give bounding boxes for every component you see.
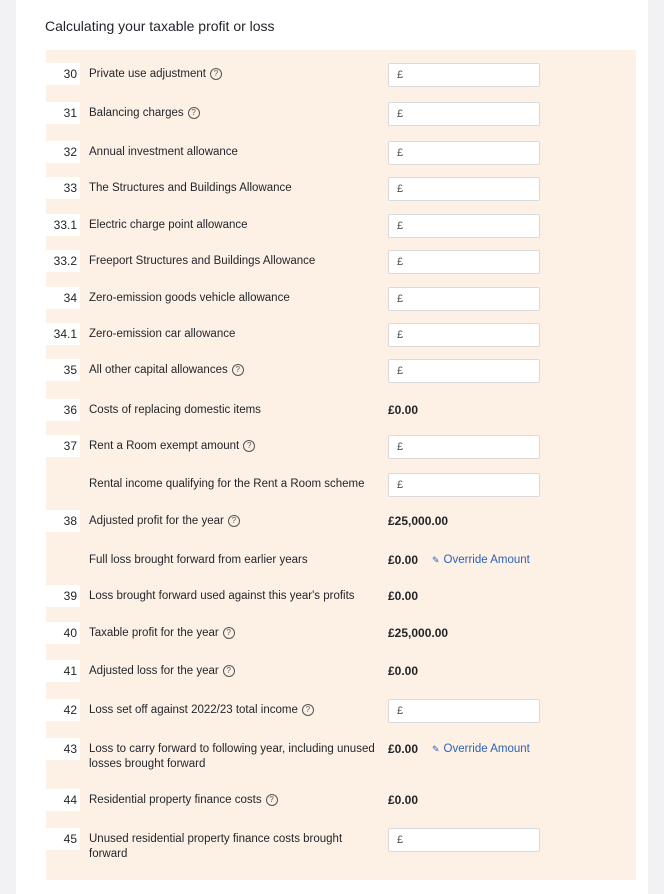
row-label: [89, 664, 379, 679]
override-amount-label: Override Amount: [443, 554, 530, 566]
computed-value: £0.00: [388, 664, 419, 678]
pencil-icon: ✎: [432, 555, 440, 565]
help-icon[interactable]: ?: [228, 515, 240, 527]
row-label-text: Rental income qualifying for the Rent a Room scheme: [89, 478, 365, 490]
form-panel: [46, 50, 636, 880]
row-label-text: All other capital allowances: [89, 364, 228, 376]
row-label-text: Adjusted loss for the year: [89, 665, 219, 677]
form-row: [46, 63, 636, 93]
help-icon[interactable]: ?: [188, 107, 200, 119]
row-label-text: Annual investment allowance: [89, 146, 238, 158]
amount-input[interactable]: [388, 473, 540, 497]
pencil-icon: ✎: [432, 744, 440, 754]
row-label-text: Residential property finance costs: [89, 794, 262, 806]
line-number: 31: [46, 102, 80, 124]
row-label: [89, 363, 379, 378]
line-number: 40: [46, 622, 80, 644]
form-row: [46, 287, 636, 317]
row-label-text: Loss set off against 2022/23 total income: [89, 704, 298, 716]
form-row: [46, 549, 636, 579]
amount-input[interactable]: [388, 102, 540, 126]
form-row: [46, 510, 636, 540]
row-label: [89, 477, 379, 492]
row-label-text: Full loss brought forward from earlier years: [89, 554, 308, 566]
row-label-text: Freeport Structures and Buildings Allowance: [89, 255, 316, 267]
computed-value: £0.00: [388, 742, 419, 756]
row-label: [89, 218, 379, 233]
line-number: 41: [46, 660, 80, 682]
amount-input[interactable]: [388, 287, 540, 311]
override-amount-link[interactable]: [432, 742, 530, 757]
line-number: 38: [46, 510, 80, 532]
row-label-text: Zero-emission car allowance: [89, 328, 236, 340]
currency-symbol: £: [397, 329, 404, 341]
currency-symbol: £: [397, 293, 404, 305]
help-icon[interactable]: ?: [223, 627, 235, 639]
row-label-text: Costs of replacing domestic items: [89, 404, 261, 416]
computed-value: £0.00: [388, 553, 419, 567]
currency-symbol: £: [397, 479, 404, 491]
line-number: 42: [46, 699, 80, 721]
row-label-text: Zero-emission goods vehicle allowance: [89, 292, 290, 304]
help-icon[interactable]: ?: [243, 440, 255, 452]
row-label: [89, 327, 379, 342]
form-row: [46, 622, 636, 652]
form-row: [46, 699, 636, 729]
row-label: [89, 67, 379, 82]
currency-symbol: £: [397, 69, 404, 81]
form-row: [46, 435, 636, 465]
currency-symbol: £: [397, 365, 404, 377]
line-number: 34: [46, 287, 80, 309]
currency-symbol: £: [397, 705, 404, 717]
row-label-text: Rent a Room exempt amount: [89, 440, 240, 452]
help-icon[interactable]: ?: [232, 364, 244, 376]
row-label-text: Taxable profit for the year: [89, 627, 219, 639]
line-number: 32: [46, 141, 80, 163]
amount-input[interactable]: [388, 214, 540, 238]
help-icon[interactable]: ?: [302, 704, 314, 716]
computed-value: £25,000.00: [388, 514, 449, 528]
form-row: [46, 399, 636, 429]
form-row: [46, 585, 636, 615]
amount-input[interactable]: [388, 177, 540, 201]
line-number: 33.1: [46, 214, 80, 236]
row-label: [89, 106, 379, 121]
computed-value: £0.00: [388, 403, 419, 417]
row-label: [89, 589, 379, 604]
row-label: [89, 626, 379, 641]
row-label: [89, 403, 379, 418]
amount-input[interactable]: [388, 359, 540, 383]
form-row: [46, 250, 636, 280]
row-label-text: The Structures and Buildings Allowance: [89, 182, 292, 194]
row-label-text: Adjusted profit for the year: [89, 515, 224, 527]
amount-input[interactable]: [388, 63, 540, 87]
currency-symbol: £: [397, 834, 404, 846]
line-number: 33: [46, 177, 80, 199]
currency-symbol: £: [397, 256, 404, 268]
line-number: 36: [46, 399, 80, 421]
form-row: [46, 359, 636, 389]
row-label-text: Loss to carry forward to following year, including unused losses brought forward: [89, 743, 375, 770]
form-row: [46, 214, 636, 244]
line-number: 43: [46, 738, 80, 760]
form-row: [46, 473, 636, 503]
computed-value: £0.00: [388, 589, 419, 603]
override-amount-label: Override Amount: [443, 743, 530, 755]
amount-input[interactable]: [388, 435, 540, 459]
currency-symbol: £: [397, 220, 404, 232]
line-number: 33.2: [46, 250, 80, 272]
help-icon[interactable]: ?: [210, 68, 222, 80]
row-label-text: Balancing charges: [89, 107, 184, 119]
line-number: 39: [46, 585, 80, 607]
form-row: [46, 177, 636, 207]
help-icon[interactable]: ?: [266, 794, 278, 806]
computed-value: £0.00: [388, 793, 419, 807]
form-row: [46, 828, 636, 858]
row-label: [89, 439, 379, 454]
line-number: 45: [46, 828, 80, 850]
section-title: Calculating your taxable profit or loss: [45, 18, 275, 34]
form-row: [46, 323, 636, 353]
help-icon[interactable]: ?: [223, 665, 235, 677]
form-row: [46, 789, 636, 819]
form-row: [46, 102, 636, 132]
form-row: [46, 738, 636, 768]
amount-input[interactable]: [388, 323, 540, 347]
row-label-text: Unused residential property finance costs brought forward: [89, 833, 343, 860]
line-number: 30: [46, 63, 80, 85]
row-label: [89, 145, 379, 160]
row-label-text: Private use adjustment: [89, 68, 206, 80]
form-row: [46, 660, 636, 690]
row-label: [89, 553, 379, 568]
form-card: [16, 0, 648, 894]
row-label-text: Loss brought forward used against this year's profits: [89, 590, 355, 602]
row-label: [89, 832, 379, 862]
row-label: [89, 291, 379, 306]
row-label: [89, 742, 379, 772]
currency-symbol: £: [397, 108, 404, 120]
amount-input[interactable]: [388, 828, 540, 852]
currency-symbol: £: [397, 441, 404, 453]
row-label: [89, 514, 379, 529]
amount-input[interactable]: [388, 141, 540, 165]
row-label-text: Electric charge point allowance: [89, 219, 248, 231]
currency-symbol: £: [397, 183, 404, 195]
row-label: [89, 254, 379, 269]
form-row: [46, 141, 636, 171]
computed-value: £25,000.00: [388, 626, 449, 640]
line-number: 37: [46, 435, 80, 457]
line-number: 44: [46, 789, 80, 811]
amount-input[interactable]: [388, 250, 540, 274]
line-number: 34.1: [46, 323, 80, 345]
row-label: [89, 793, 379, 808]
override-amount-link[interactable]: [432, 553, 530, 568]
line-number: 35: [46, 359, 80, 381]
amount-input[interactable]: [388, 699, 540, 723]
row-label: [89, 703, 379, 718]
row-label: [89, 181, 379, 196]
currency-symbol: £: [397, 147, 404, 159]
